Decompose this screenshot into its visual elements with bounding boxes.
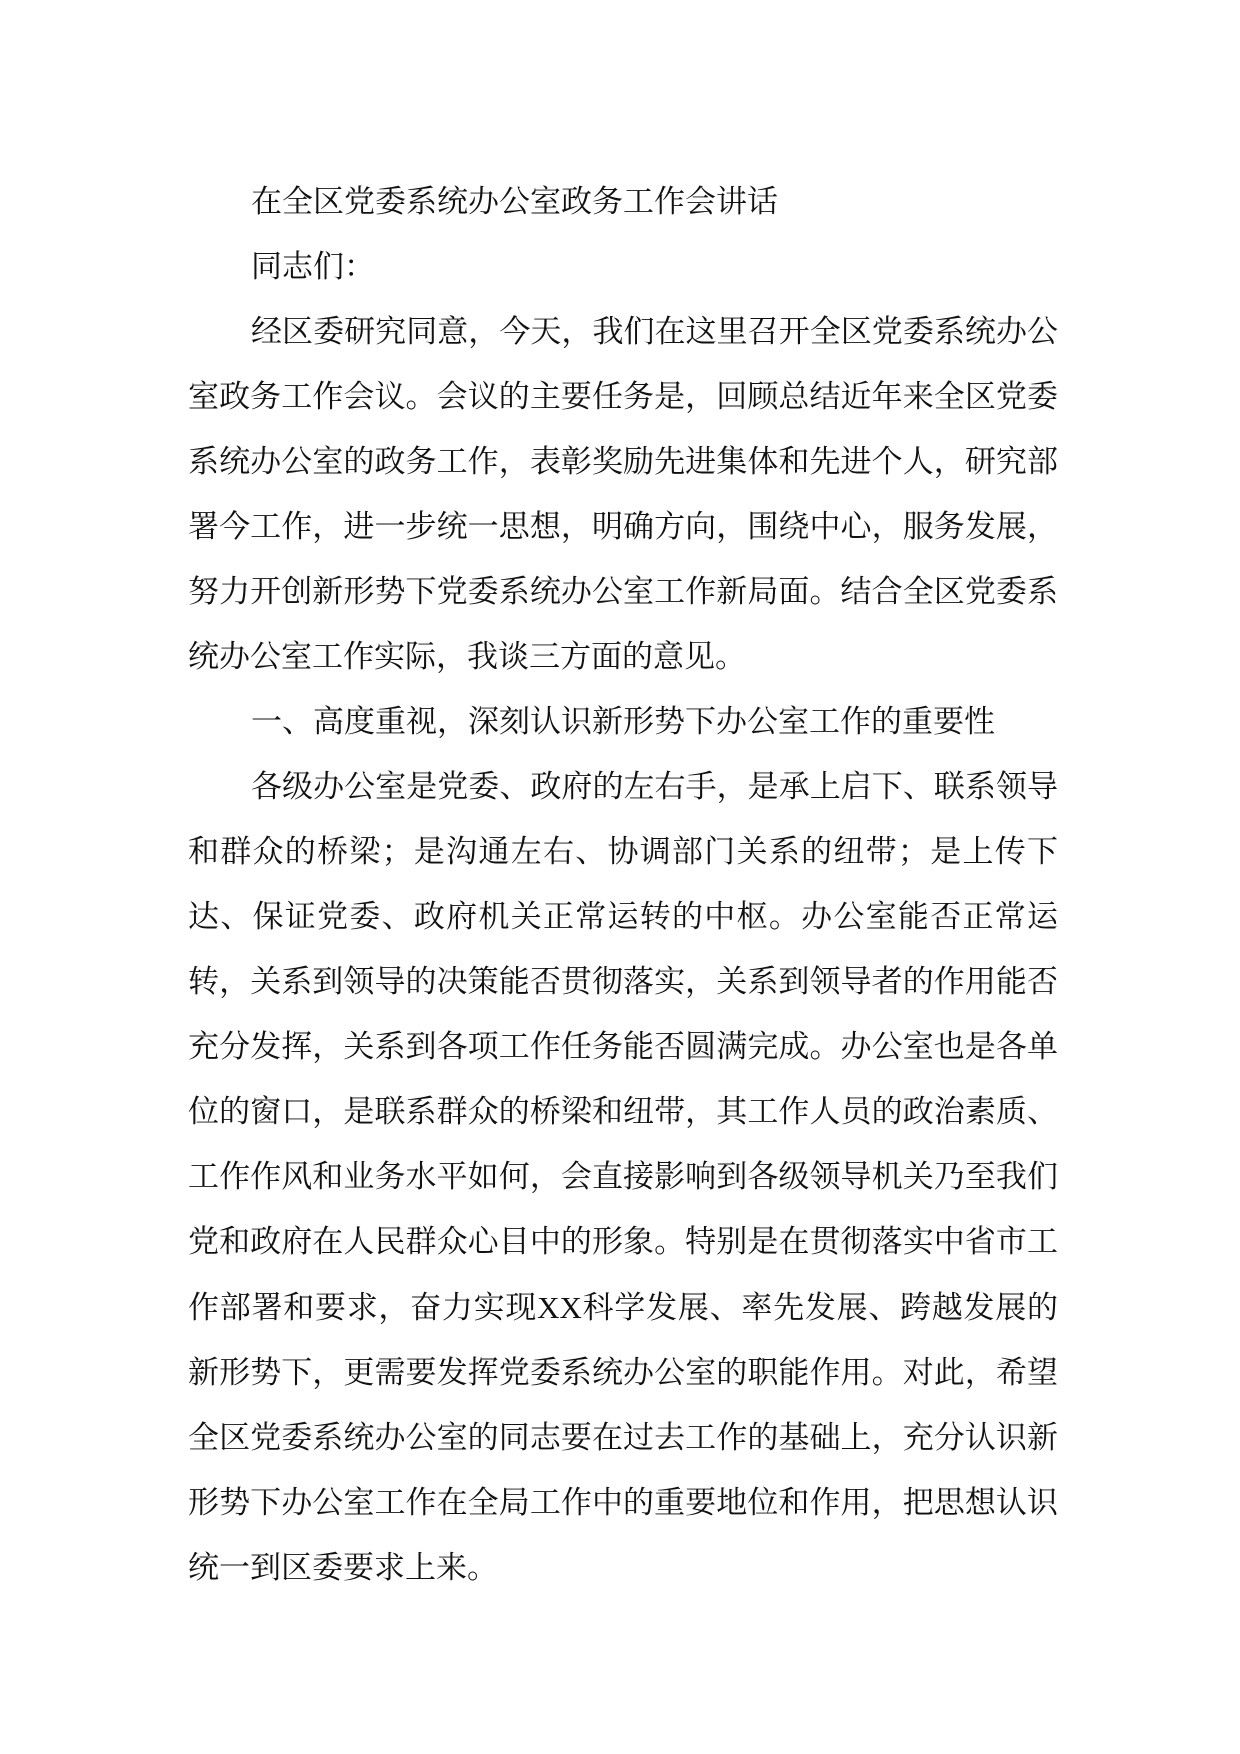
section-1-text-a: 各级办公室是党委、政府的左右手，是承上启下、联系领导和群众的桥梁；是沟通左右、协调部门关系的纽带；是上传下达、保证党委、政府机关正常运转的中枢。办公室能否正常运转，关系到领导的决策能否贯彻落实，关系到领导者的作用能否充分发挥，关系到各项工作任务能否圆满完成。办公室也是各单位的窗口，是联系群众的桥梁和纽带，其工作人员的政治素质、工作作风和业务水平如何，会直接影响到各级领导机关乃至我们党和政府在人民群众心目中的形象。特别是在贯彻落实中省市工作部署和要求，奋力实现 [188,769,1058,1326]
document-body [188,170,1058,1601]
intro-paragraph: 经区委研究同意，今天，我们在这里召开全区党委系统办公室政务工作会议。会议的主要任务是，回顾总结近年来全区党委系统办公室的政务工作，表彰奖励先进集体和先进个人，研究部署今工作，进一步统一思想，明确方向，围绕中心，服务发展，努力开创新形势下党委系统办公室工作新局面。结合全区党委系统办公室工作实际，我谈三方面的意见。 [188,314,1058,675]
section-heading-1: 一、高度重视，深刻认识新形势下办公室工作的重要性 [251,704,995,740]
section-1-paragraph [188,755,1058,1601]
salutation: 同志们： [251,249,375,285]
section-1-text-b: 科学发展、率先发展、跨越发展的新形势下，更需要发挥党委系统办公室的职能作用。对此，希望全区党委系统办公室的同志要在过去工作的基础上，充分认识新形势下办公室工作在全局工作中的重要地位和作用，把思想认识统一到区委要求上来。 [188,1290,1059,1586]
placeholder-xx: XX [537,1290,582,1325]
document-title: 在全区党委系统办公室政务工作会讲话 [251,184,778,220]
